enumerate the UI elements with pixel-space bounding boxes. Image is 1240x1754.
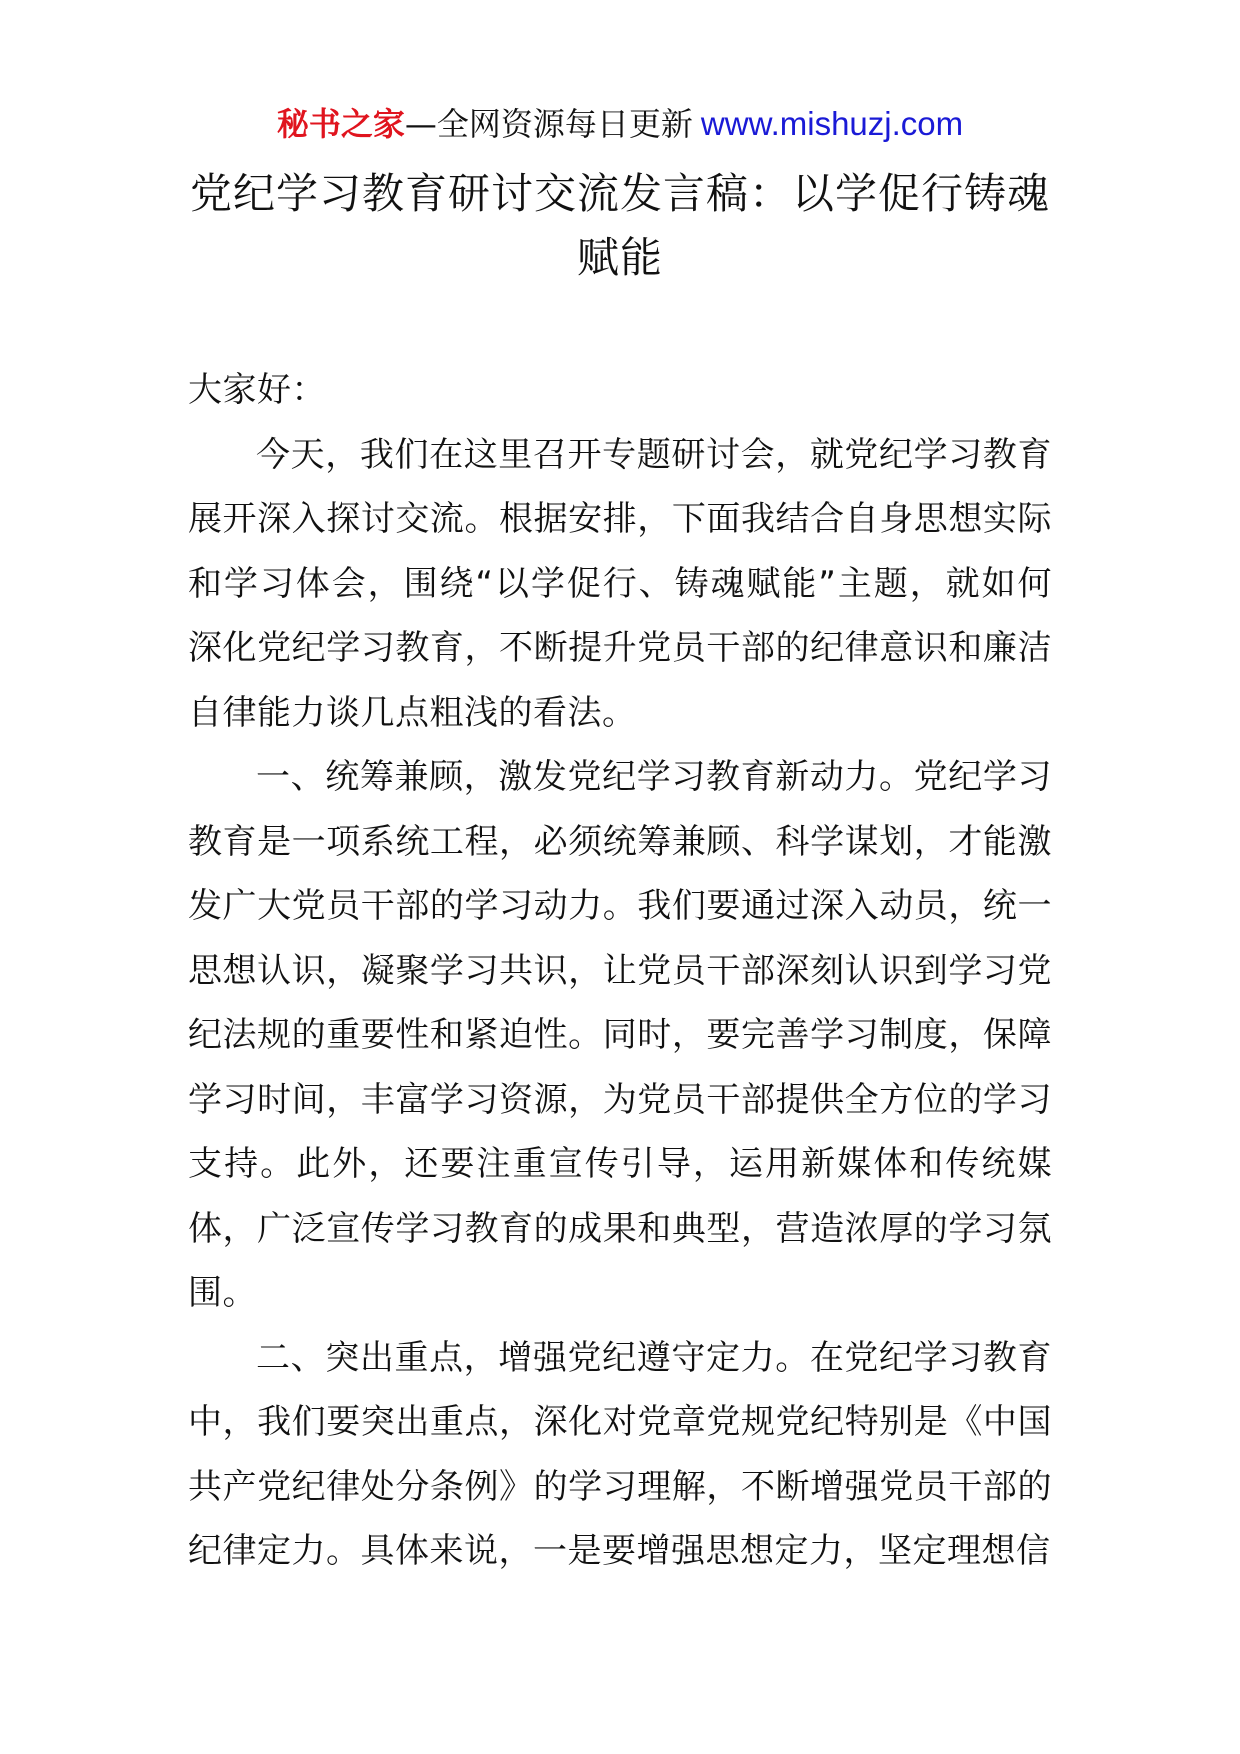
document-body: [188, 358, 1052, 1584]
site-header: [0, 102, 1240, 146]
greeting: 大家好：: [188, 370, 326, 410]
paragraph-section-2: 二、突出重点，增强党纪遵守定力。在党纪学习教育中，我们要突出重点，深化对党章党规党纪特别是《中国共产党纪律处分条例》的学习理解，不断增强党员干部的纪律定力。具体来说，一是要增强思想定力，坚定理想信: [188, 1337, 1052, 1571]
site-url[interactable]: www.mishuzj.com: [700, 105, 964, 142]
document-title-line-2: 赋能: [576, 233, 663, 282]
paragraph-intro: 今天，我们在这里召开专题研讨会，就党纪学习教育展开深入探讨交流。根据安排，下面我结合自身思想实际和学习体会，围绕“以学促行、铸魂赋能”主题，就如何深化党纪学习教育，不断提升党员干部的纪律意识和廉洁自律能力谈几点粗浅的看法。: [188, 434, 1052, 733]
brand-name: 秘书之家: [276, 105, 405, 143]
document-title: [150, 162, 1090, 290]
document-title-line-1: 党纪学习教育研讨交流发言稿：以学促行铸魂: [189, 169, 1050, 218]
site-tagline: —全网资源每日更新: [404, 105, 693, 143]
paragraph-section-1: 一、统筹兼顾，激发党纪学习教育新动力。党纪学习教育是一项系统工程，必须统筹兼顾、科学谋划，才能激发广大党员干部的学习动力。我们要通过深入动员，统一思想认识，凝聚学习共识，让党员干部深刻认识到学习党纪法规的重要性和紧迫性。同时，要完善学习制度，保障学习时间，丰富学习资源，为党员干部提供全方位的学习支持。此外，还要注重宣传引导，运用新媒体和传统媒体，广泛宣传学习教育的成果和典型，营造浓厚的学习氛围。: [188, 757, 1052, 1313]
